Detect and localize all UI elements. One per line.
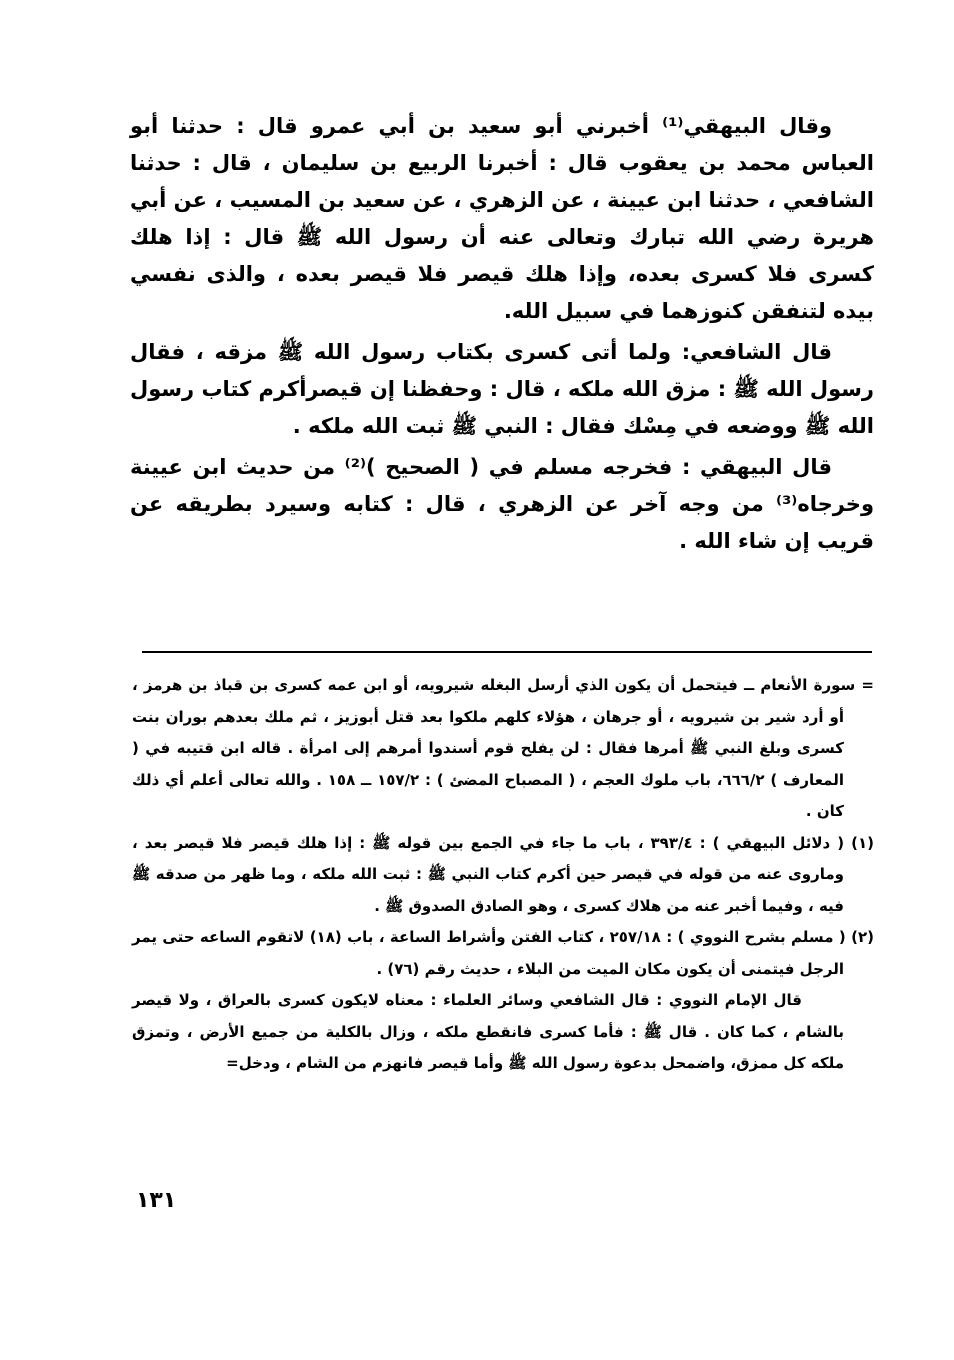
- footnote-separator: [142, 651, 872, 653]
- footnote-2-continuation: قال الإمام النووي : قال الشافعي وسائر العلماء : معناه لايكون كسرى بالعراق ، ولا قيصر بالشام ، كما كان . قال ﷺ : فأما كسرى فانقطع ملكه ، وزال بالكلية من جميع الأرض ، وتمزق ملكه كل ممزق، واضمحل بدعوة رسول الله ﷺ وأما قيصر فانهزم من الشام ، ودخل=: [132, 991, 844, 1072]
- footnote-1: (١) ( دلائل البيهقي ) : ٣٩٣/٤ ، باب ما جاء في الجمع بين قوله ﷺ : إذا هلك قيصر فلا قيصر بعد ، وماروى عنه من قوله في قيصر حين أكرم كتاب النبي ﷺ : ثبت الله ملكه ، وما ظهر من صدقه ﷺ فيه ، وفيما أخبر عنه من هلاك كسرى ، وهو الصادق الصدوق ﷺ .: [132, 833, 874, 915]
- main-text: [130, 108, 874, 560]
- paragraph-3: قال البيهقي : فخرجه مسلم في ( الصحيح )⁽²⁾ من حديث ابن عيينة وخرجاه⁽³⁾ من وجه آخر عن الزهري ، قال : كتابه وسيرد بطريقه عن قريب إن شاء الله .: [130, 455, 874, 553]
- footnotes: [132, 670, 874, 1080]
- footnote-continuation: = سورة الأنعام ــ فيتحمل أن يكون الذي أرسل البغله شيرويه، أو ابن عمه كسرى بن قباذ بن هرمز ، أو أرد شير بن شيرويه ، أو جرهان ، هؤلاء كلهم ملكوا بعد قتل أبوزيز ، ثم ملك بعدهم بوران بنت كسرى وبلغ النبي ﷺ أمرها فقال : لن يفلح قوم أسندوا أمرهم إلى امرأة . قاله ابن قتيبه في ( المعارف ) ٦٦٦/٢، باب ملوك العجم ، ( المصباح المضئ ) : ١٥٧/٢ ــ ١٥٨ . والله تعالى أعلم أي ذلك كان .: [132, 676, 874, 820]
- footnote-2: (٢) ( مسلم بشرح النووي ) : ٢٥٧/١٨ ، كتاب الفتن وأشراط الساعة ، باب (١٨) لاتقوم الساعه حتى يمر الرجل فيتمنى أن يكون مكان الميت من البلاء ، حديث رقم (٧٦) .: [132, 928, 874, 978]
- paragraph-1: وقال البيهقي⁽¹⁾ أخبرني أبو سعيد بن أبي عمرو قال : حدثنا أبو العباس محمد بن يعقوب قال : أخبرنا الربيع بن سليمان ، قال : حدثنا الشافعي ، حدثنا ابن عيينة ، عن الزهري ، عن سعيد بن المسيب ، عن أبي هريرة رضي الله تبارك وتعالى عنه أن رسول الله ﷺ قال : إذا هلك كسرى فلا كسرى بعده، وإذا هلك قيصر فلا قيصر بعده ، والذى نفسي بيده لتنفقن كنوزهما في سبيل الله.: [130, 114, 874, 323]
- paragraph-2: قال الشافعي: ولما أتى كسرى بكتاب رسول الله ﷺ مزقه ، فقال رسول الله ﷺ : مزق الله ملكه ، قال : وحفظنا إن قيصرأكرم كتاب رسول الله ﷺ ووضعه في مِسْك فقال : النبي ﷺ ثبت الله ملكه .: [130, 340, 874, 438]
- page-number: ١٣١: [136, 1188, 177, 1213]
